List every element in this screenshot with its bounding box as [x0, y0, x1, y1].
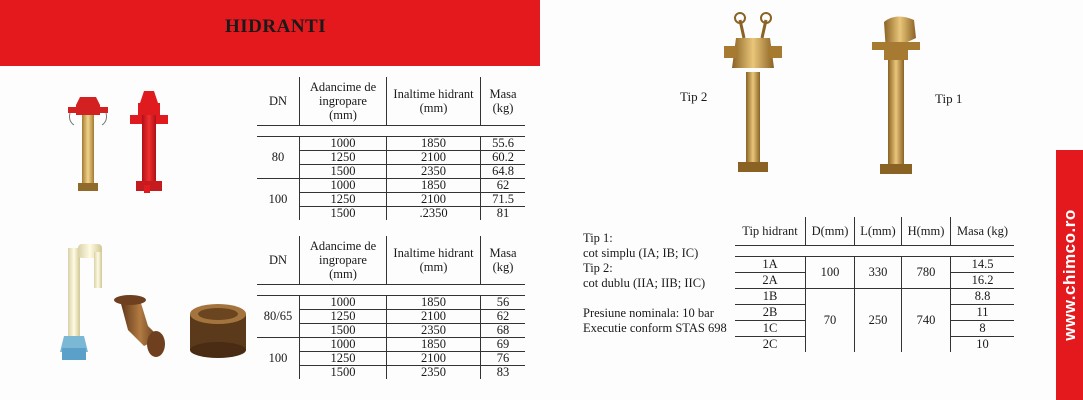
cell-dn: 100 — [257, 338, 300, 380]
cell-mass: 62 — [481, 310, 526, 324]
cell-height: 2350 — [387, 366, 481, 380]
cell-type: 2C — [735, 337, 806, 353]
note-tip2-title: Tip 2: — [583, 261, 613, 275]
header-l: L(mm) — [855, 217, 902, 246]
cell-height: 2350 — [387, 324, 481, 338]
cell-dn: 100 — [257, 179, 300, 221]
cell-mass: 83 — [496, 365, 510, 379]
hydrants-photo-illustration — [60, 85, 190, 200]
cell-type: 1B — [735, 289, 806, 305]
cell-type: 2B — [735, 305, 806, 321]
cell-mass: 68 — [481, 324, 526, 338]
note-standard: Executie conform STAS 698 — [583, 321, 727, 335]
cell-depth: 1000 — [300, 296, 387, 310]
cell-mass: 11 — [951, 305, 1015, 321]
cell-mass: 71.5 — [481, 193, 526, 207]
spec-table-3 — [735, 217, 1014, 352]
cell-height: 2100 — [387, 310, 481, 324]
cell-depth: 1500 — [300, 324, 387, 338]
cell-height: .2350 — [387, 207, 481, 221]
stand-hydrants-photo-illustration — [720, 8, 950, 186]
header-mass: Masa (kg) — [481, 77, 526, 126]
website-tab[interactable] — [1056, 150, 1083, 400]
header-h: H(mm) — [902, 217, 951, 246]
cell-height: 1850 — [387, 296, 481, 310]
cell-d: 70 — [806, 289, 855, 353]
label-tip2: Tip 2 — [680, 89, 708, 104]
header-dn: DN — [257, 77, 300, 126]
cell-height: 1850 — [387, 338, 481, 352]
note-tip1-title: Tip 1: — [583, 231, 613, 245]
header-banner — [0, 0, 540, 66]
cell-dn: 80/65 — [257, 296, 300, 338]
cell-depth: 1250 — [300, 352, 387, 366]
cell-height: 2100 — [387, 151, 481, 165]
cell-mass: 14.5 — [951, 257, 1015, 273]
cell-height: 2350 — [387, 165, 481, 179]
cell-mass: 16.2 — [951, 273, 1015, 289]
label-tip1: Tip 1 — [935, 91, 963, 106]
cell-mass: 56 — [481, 296, 526, 310]
hydrant-notes — [583, 231, 727, 336]
cell-mass: 81 — [496, 206, 510, 220]
cell-depth: 1000 — [300, 179, 387, 193]
cell-mass: 64.8 — [481, 165, 526, 179]
header-dn: DN — [257, 236, 300, 285]
header-mass: Masa (kg) — [481, 236, 526, 285]
page-title: HIDRANTI — [225, 16, 327, 37]
cell-height: 2100 — [387, 193, 481, 207]
cell-h: 780 — [902, 257, 951, 289]
header-depth: Adancime de ingropare (mm) — [300, 236, 387, 285]
cell-height: 1850 — [387, 179, 481, 193]
cell-type: 2A — [735, 273, 806, 289]
cell-mass: 62 — [481, 179, 526, 193]
cell-l: 330 — [855, 257, 902, 289]
cell-height: 1850 — [387, 137, 481, 151]
header-depth: Adancime de ingropare (mm) — [300, 77, 387, 126]
cell-type: 1C — [735, 321, 806, 337]
spec-table-1 — [257, 77, 525, 220]
cell-type: 1A — [735, 257, 806, 273]
cell-depth: 1000 — [300, 338, 387, 352]
note-tip2-desc: cot dublu (IIA; IIB; IIC) — [583, 276, 706, 290]
note-tip1-desc: cot simplu (IA; IB; IC) — [583, 246, 699, 260]
cell-mass: 60.2 — [481, 151, 526, 165]
cell-mass: 8.8 — [951, 289, 1015, 305]
cell-mass: 55.6 — [481, 137, 526, 151]
cell-depth: 1500 — [300, 165, 387, 179]
cell-depth: 1250 — [300, 193, 387, 207]
cell-mass: 76 — [481, 352, 526, 366]
cell-dn: 80 — [257, 137, 300, 179]
spec-table-2 — [257, 236, 525, 379]
cell-mass: 69 — [481, 338, 526, 352]
header-height: Inaltime hidrant (mm) — [387, 236, 481, 285]
cell-depth: 1000 — [300, 137, 387, 151]
cell-depth: 1500 — [300, 207, 387, 221]
website-link[interactable]: www.chimco.ro — [1059, 209, 1079, 341]
cell-depth: 1250 — [300, 151, 387, 165]
cell-depth: 1500 — [300, 366, 387, 380]
cell-depth: 1250 — [300, 310, 387, 324]
header-type: Tip hidrant — [735, 217, 806, 246]
header-mass: Masa (kg) — [951, 217, 1015, 246]
underground-hydrant-photo-illustration — [60, 228, 250, 368]
cell-height: 2100 — [387, 352, 481, 366]
cell-d: 100 — [806, 257, 855, 289]
cell-l: 250 — [855, 289, 902, 353]
note-pressure: Presiune nominala: 10 bar — [583, 306, 714, 320]
cell-mass: 8 — [951, 321, 1015, 337]
header-height: Inaltime hidrant (mm) — [387, 77, 481, 126]
cell-mass: 10 — [976, 337, 989, 351]
cell-h: 740 — [902, 289, 951, 353]
header-d: D(mm) — [806, 217, 855, 246]
